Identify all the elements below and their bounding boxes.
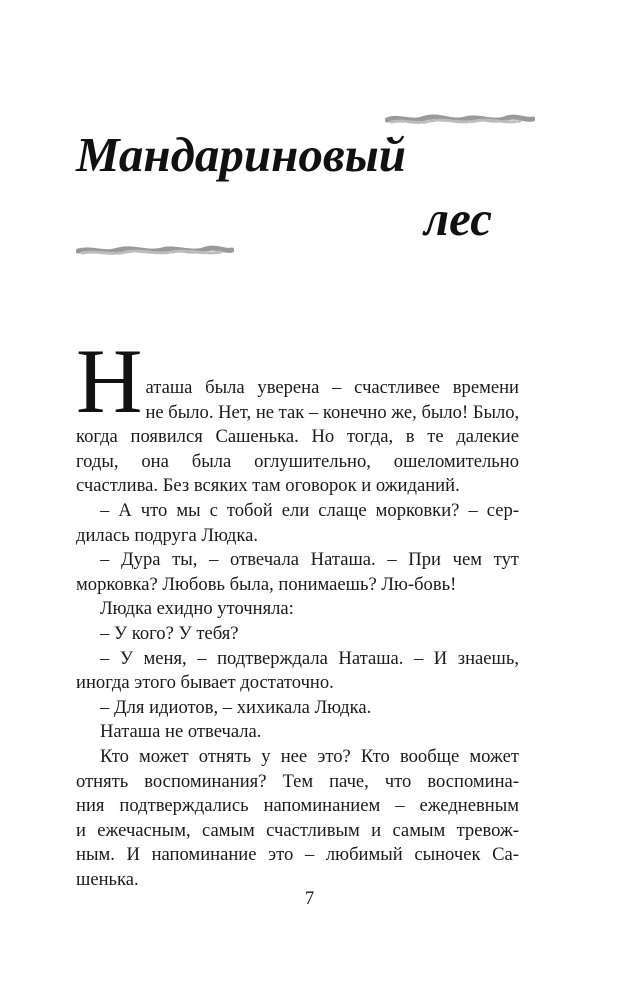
text-line: – У кого? У тебя? bbox=[100, 622, 239, 644]
text-line: аташа была уверена – счастливее времени bbox=[145, 377, 519, 398]
text-line: и ежечасным, самым счастливым и самым тревож- bbox=[76, 819, 519, 841]
text-line: не было. Нет, не так – конечно же, было! Было, bbox=[145, 401, 520, 423]
drop-cap: Н bbox=[76, 330, 143, 432]
decorative-stroke-bottom bbox=[76, 243, 234, 259]
text-line: счастлива. Без всяких там оговорок и ожиданий. bbox=[76, 475, 460, 497]
body-text bbox=[76, 330, 520, 892]
chapter-title-line1: Мандариновый bbox=[76, 127, 406, 182]
decorative-stroke-top bbox=[385, 112, 535, 128]
text-line: – У меня, – подтверждала Наташа. – И знаешь, bbox=[100, 647, 519, 669]
text-line: ния подтверждались напоминанием – ежедневным bbox=[76, 795, 519, 817]
text-line: годы, она была оглушительно, ошеломительно bbox=[76, 450, 519, 472]
text-line: когда появился Сашенька. Но тогда, в те далекие bbox=[76, 426, 519, 448]
text-line: Людка ехидно уточняла: bbox=[100, 598, 294, 620]
text-line: шенька. bbox=[76, 868, 139, 890]
text-line: Кто может отнять у нее это? Кто вообще может bbox=[100, 745, 519, 767]
text-line: иногда этого бывает достаточно. bbox=[76, 672, 334, 694]
text-line: дилась подруга Людка. bbox=[76, 524, 259, 546]
text-line: морковка? Любовь была, понимаешь? Лю-бовь! bbox=[76, 573, 457, 595]
text-line: Наташа не отвечала. bbox=[100, 721, 262, 743]
text-line: – Дура ты, – отвечала Наташа. – При чем тут bbox=[100, 549, 519, 571]
text-line: – Для идиотов, – хихикала Людка. bbox=[100, 696, 372, 718]
text-line: ным. И напоминание это – любимый сыночек Са- bbox=[76, 844, 519, 866]
page-number: 7 bbox=[304, 888, 315, 909]
text-line: – А что мы с тобой ели слаще морковки? – сер- bbox=[100, 499, 519, 521]
text-line: отнять воспоминания? Тем паче, что воспомина- bbox=[76, 770, 519, 792]
chapter-title-line2: лес bbox=[424, 191, 492, 246]
